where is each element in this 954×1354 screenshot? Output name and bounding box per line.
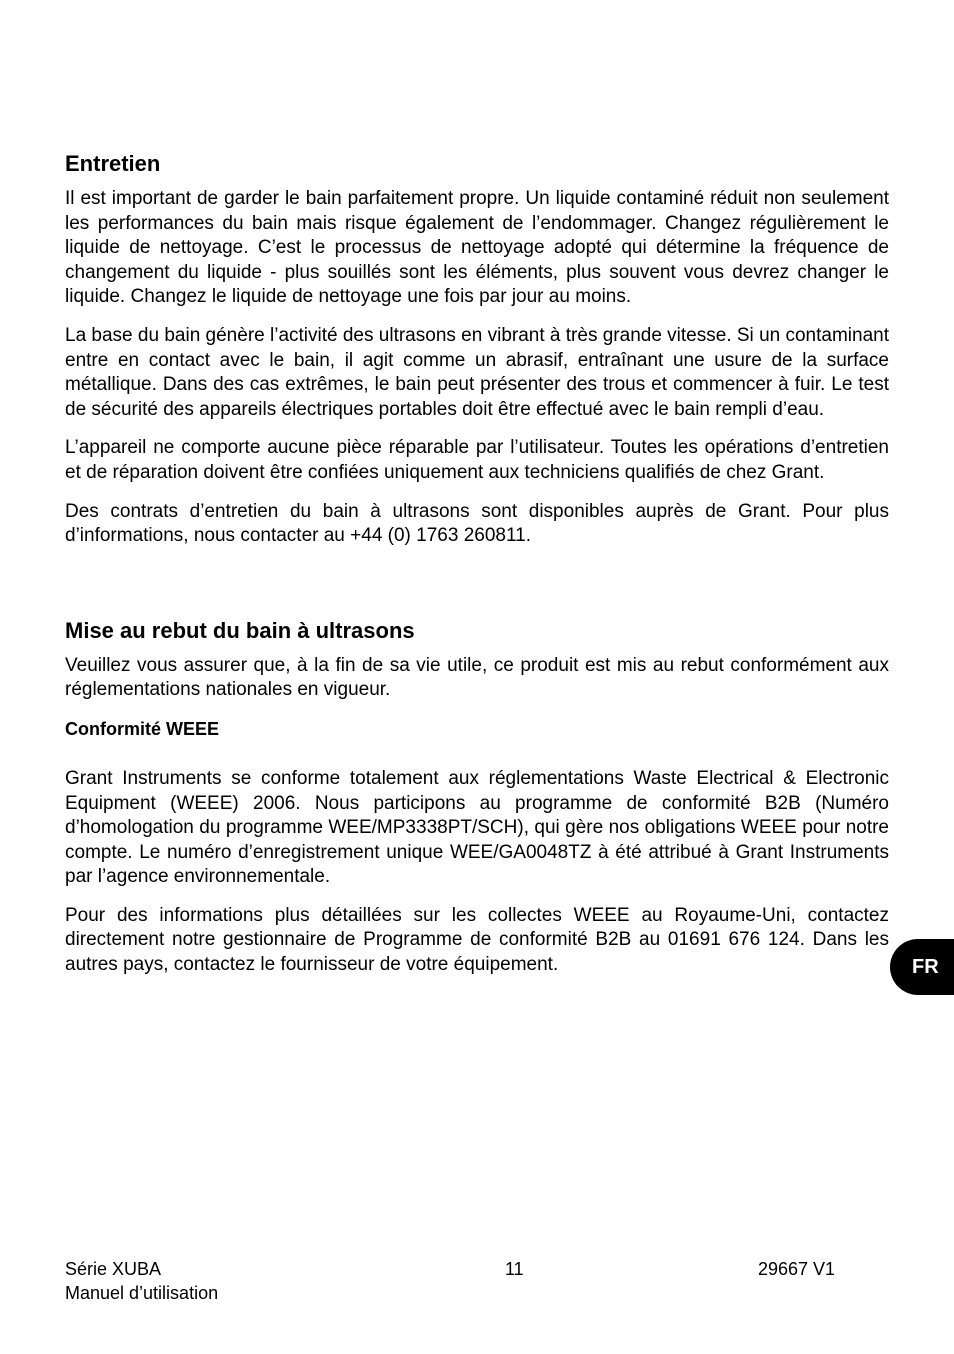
page-number: 11 xyxy=(505,1259,524,1279)
weee-paragraph-2: Pour des informations plus détaillées sur les collectes WEEE au Royaume-Uni, contactez directement notre gestionnaire de Programme de conformité B2B au 01691 676 124. Dans les autres pays, contactez le fournisseur de votre équipement. xyxy=(65,904,889,976)
footer-manual: Manuel d’utilisation xyxy=(65,1283,219,1303)
rebut-paragraph: Veuillez vous assurer que, à la fin de sa vie utile, ce produit est mis au rebut conformément aux réglementations nationales en vigueur. xyxy=(65,654,889,701)
entretien-paragraph-2: La base du bain génère l’activité des ultrasons en vibrant à très grande vitesse. Si un contaminant entre en contact avec le bain, il agit comme un abrasif, entraînant une usure de la surface métallique. Dans des cas extrêmes, le bain peut présenter des trous et commencer à fuir. Le test de sécurité des appareils électriques portables doit être effectué avec le bain rempli d’eau. xyxy=(65,324,889,420)
section-spacer xyxy=(65,563,889,617)
page-content xyxy=(65,150,889,992)
section-title-entretien: Entretien xyxy=(65,151,161,176)
entretien-paragraph-1: Il est important de garder le bain parfaitement propre. Un liquide contaminé réduit non seulement les performances du bain mais risque également de l’endommager. Changez régulièrement le liquide de nettoyage. C’est le processus de nettoyage adopté qui détermine la fréquence de changement du liquide - plus souillés sont les éléments, plus souvent vous devrez changer le liquide. Changez le liquide de nettoyage une fois par jour au moins. xyxy=(65,188,889,308)
entretien-paragraph-4: Des contrats d’entretien du bain à ultrasons sont disponibles auprès de Grant. Pour plus d’informations, nous contacter au +44 (0) 1763 260811. xyxy=(65,500,889,547)
section-title-rebut: Mise au rebut du bain à ultrasons xyxy=(65,617,415,643)
footer-left xyxy=(65,1257,218,1305)
subsection-spacer xyxy=(65,741,889,767)
footer-series: Série XUBA xyxy=(65,1259,162,1279)
doc-reference: 29667 V1 xyxy=(758,1259,836,1279)
entretien-paragraph-3: L’appareil ne comporte aucune pièce réparable par l’utilisateur. Toutes les opérations d’entretien et de réparation doivent être confiées uniquement aux techniciens qualifiés de chez Grant. xyxy=(65,437,889,483)
language-tab: FR xyxy=(890,939,954,995)
weee-paragraph-1: Grant Instruments se conforme totalement aux réglementations Waste Electrical & Electronic Equipment (WEEE) 2006. Nous participons au programme de conformité B2B (Numéro d’homologation du programme WEE/MP3338PT/SCH), qui gère nos obligations WEEE pour notre compte. Le numéro d’enregistrement unique WEE/GA0048TZ à été attribué à Grant Instruments par l’agence environnementale. xyxy=(65,767,889,888)
subsection-title-weee: Conformité WEEE xyxy=(65,718,220,739)
